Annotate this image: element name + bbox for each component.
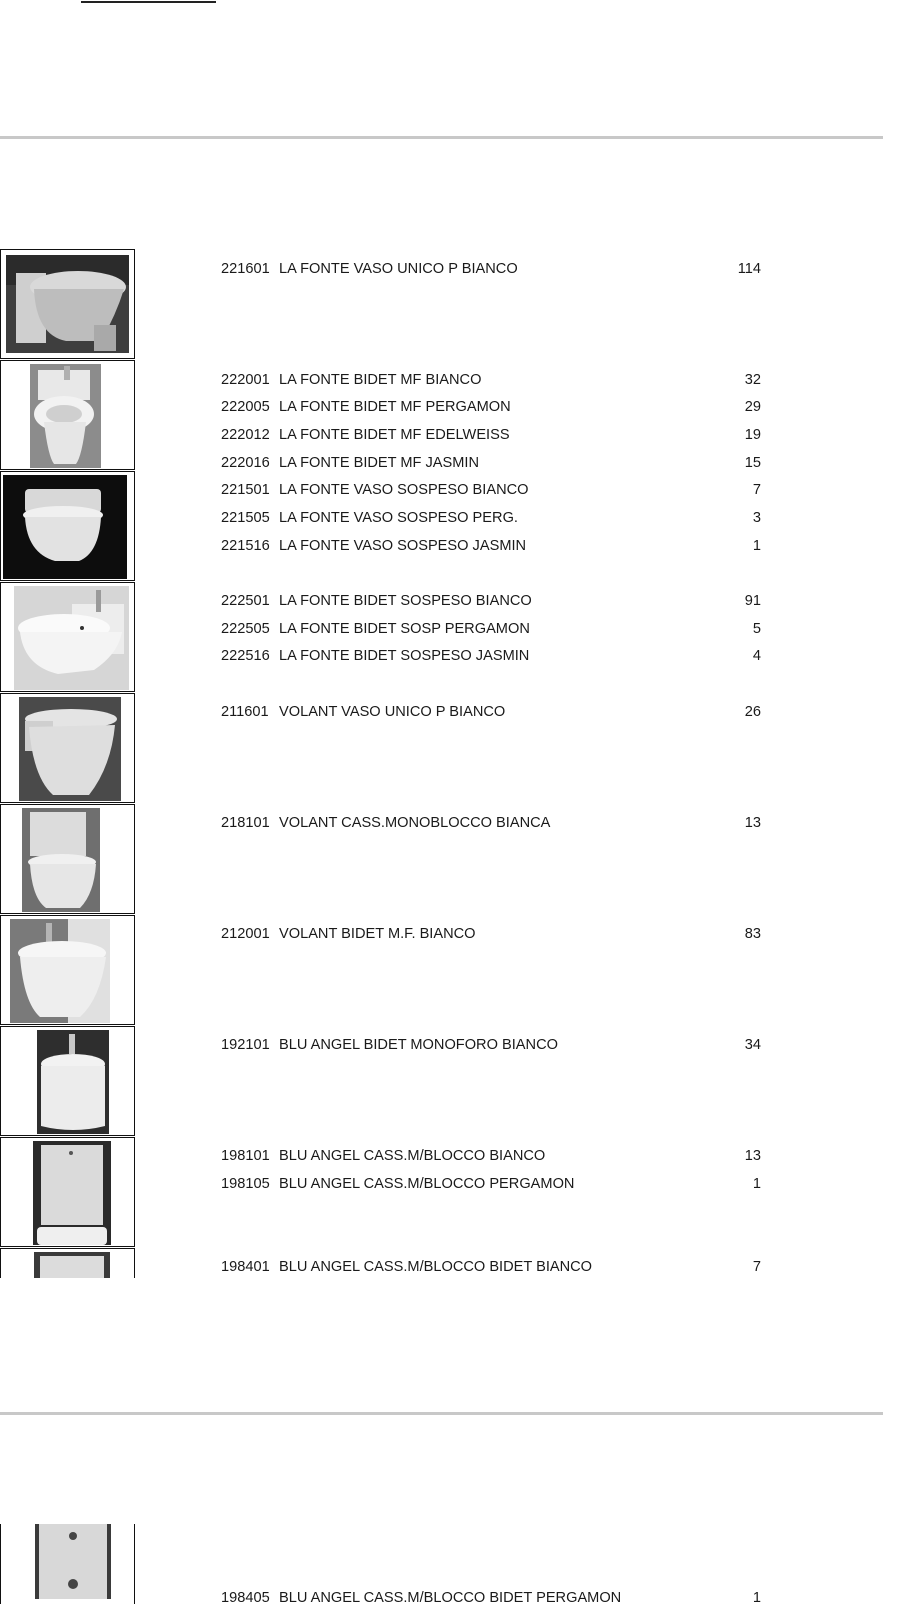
bidet-photo: [35, 1524, 111, 1599]
product-quantity: 83: [744, 926, 761, 942]
product-image-bidet-sospeso: [0, 582, 135, 692]
product-code: 198405: [221, 1590, 270, 1606]
product-quantity: 114: [737, 261, 761, 277]
page-separator: [0, 136, 883, 139]
product-image-blu-angel-bidet-cassetta: [0, 1248, 135, 1278]
product-description: VOLANT VASO UNICO P BIANCO: [279, 704, 506, 720]
product-quantity: 34: [744, 1037, 761, 1053]
product-description: BLU ANGEL CASS.M/BLOCCO BIDET BIANCO: [279, 1259, 593, 1275]
product-quantity: 1: [752, 1590, 761, 1606]
product-image-bidet-mf: [0, 360, 135, 470]
product-description: LA FONTE BIDET MF JASMIN: [279, 455, 480, 471]
table-row: [221, 813, 761, 833]
product-code: 222005: [221, 399, 270, 415]
table-row: [221, 453, 761, 473]
table-row: [221, 1146, 761, 1166]
product-description: BLU ANGEL BIDET MONOFORO BIANCO: [279, 1037, 558, 1053]
product-code: 222505: [221, 621, 270, 637]
product-description: LA FONTE BIDET MF PERGAMON: [279, 399, 511, 415]
product-description: BLU ANGEL CASS.M/BLOCCO PERGAMON: [279, 1176, 575, 1192]
bidet-photo: [30, 364, 101, 468]
product-code: 222001: [221, 372, 270, 388]
product-quantity: 5: [752, 621, 761, 637]
table-row: [221, 370, 761, 390]
product-code: 221601: [221, 261, 270, 277]
toilet-photo: [19, 697, 121, 801]
product-description: VOLANT CASS.MONOBLOCCO BIANCA: [279, 815, 551, 831]
product-quantity: 1: [752, 1176, 761, 1192]
product-quantity: 7: [752, 482, 761, 498]
product-quantity: 3: [752, 510, 761, 526]
table-row: [221, 591, 761, 611]
table-row: [221, 619, 761, 639]
table-row: [221, 508, 761, 528]
product-code: 222516: [221, 648, 270, 664]
product-code: 222012: [221, 427, 270, 443]
page-separator: [0, 1412, 883, 1415]
close-coupled-toilet-photo: [33, 1141, 111, 1245]
toilet-photo: [6, 255, 129, 353]
product-code: 222016: [221, 455, 270, 471]
product-description: LA FONTE BIDET MF BIANCO: [279, 372, 482, 388]
table-row: [221, 1174, 761, 1194]
product-image-blu-angel-bidet: [0, 1026, 135, 1136]
product-description: LA FONTE VASO SOSPESO PERG.: [279, 510, 518, 526]
product-code: 212001: [221, 926, 270, 942]
product-quantity: 91: [744, 593, 761, 609]
product-code: 221516: [221, 538, 270, 554]
product-quantity: 15: [744, 455, 761, 471]
product-image-volant-cassetta: [0, 804, 135, 914]
wall-hung-toilet-photo: [3, 475, 127, 579]
product-description: BLU ANGEL CASS.M/BLOCCO BIANCO: [279, 1148, 546, 1164]
product-code: 221505: [221, 510, 270, 526]
product-description: VOLANT BIDET M.F. BIANCO: [279, 926, 476, 942]
table-row: [221, 536, 761, 556]
product-code: 211601: [221, 704, 269, 720]
product-quantity: 4: [752, 648, 761, 664]
table-row: [221, 702, 761, 722]
table-row: [221, 425, 761, 445]
product-quantity: 13: [744, 815, 761, 831]
product-quantity: 1: [752, 538, 761, 554]
close-coupled-toilet-photo: [22, 808, 100, 912]
table-row: [221, 259, 761, 279]
product-description: LA FONTE BIDET MF EDELWEISS: [279, 427, 510, 443]
product-code: 198105: [221, 1176, 270, 1192]
product-quantity: 13: [744, 1148, 761, 1164]
table-row: [221, 924, 761, 944]
product-description: LA FONTE VASO SOSPESO JASMIN: [279, 538, 527, 554]
product-image-blu-angel-cassetta: [0, 1137, 135, 1247]
bidet-photo: [37, 1030, 109, 1134]
product-image-volant-vaso: [0, 693, 135, 803]
product-code: 218101: [221, 815, 270, 831]
product-description: LA FONTE BIDET SOSP PERGAMON: [279, 621, 530, 637]
previous-page-table-edge: [81, 0, 216, 3]
product-quantity: 19: [744, 427, 761, 443]
product-quantity: 32: [744, 372, 761, 388]
product-code: 221501: [221, 482, 270, 498]
table-row: [221, 1257, 761, 1277]
product-code: 192101: [221, 1037, 270, 1053]
product-code: 222501: [221, 593, 270, 609]
wall-hung-bidet-photo: [14, 586, 129, 690]
product-quantity: 26: [744, 704, 761, 720]
table-row: [221, 1035, 761, 1055]
table-row: [221, 646, 761, 666]
product-quantity: 29: [744, 399, 761, 415]
product-description: LA FONTE BIDET SOSPESO BIANCO: [279, 593, 532, 609]
product-description: LA FONTE VASO SOSPESO BIANCO: [279, 482, 529, 498]
table-row: [221, 1588, 761, 1608]
bidet-photo: [34, 1252, 110, 1278]
product-quantity: 7: [752, 1259, 761, 1275]
product-image-vaso-unico: [0, 249, 135, 359]
bidet-photo: [10, 919, 110, 1023]
product-code: 198101: [221, 1148, 270, 1164]
product-description: BLU ANGEL CASS.M/BLOCCO BIDET PERGAMON: [279, 1590, 622, 1606]
product-image-volant-bidet: [0, 915, 135, 1025]
product-description: LA FONTE BIDET SOSPESO JASMIN: [279, 648, 530, 664]
product-image-blu-angel-bidet-cassetta-cont: [0, 1524, 135, 1604]
table-row: [221, 480, 761, 500]
table-row: [221, 397, 761, 417]
product-code: 198401: [221, 1259, 270, 1275]
product-image-vaso-sospeso: [0, 471, 135, 581]
product-description: LA FONTE VASO UNICO P BIANCO: [279, 261, 518, 277]
